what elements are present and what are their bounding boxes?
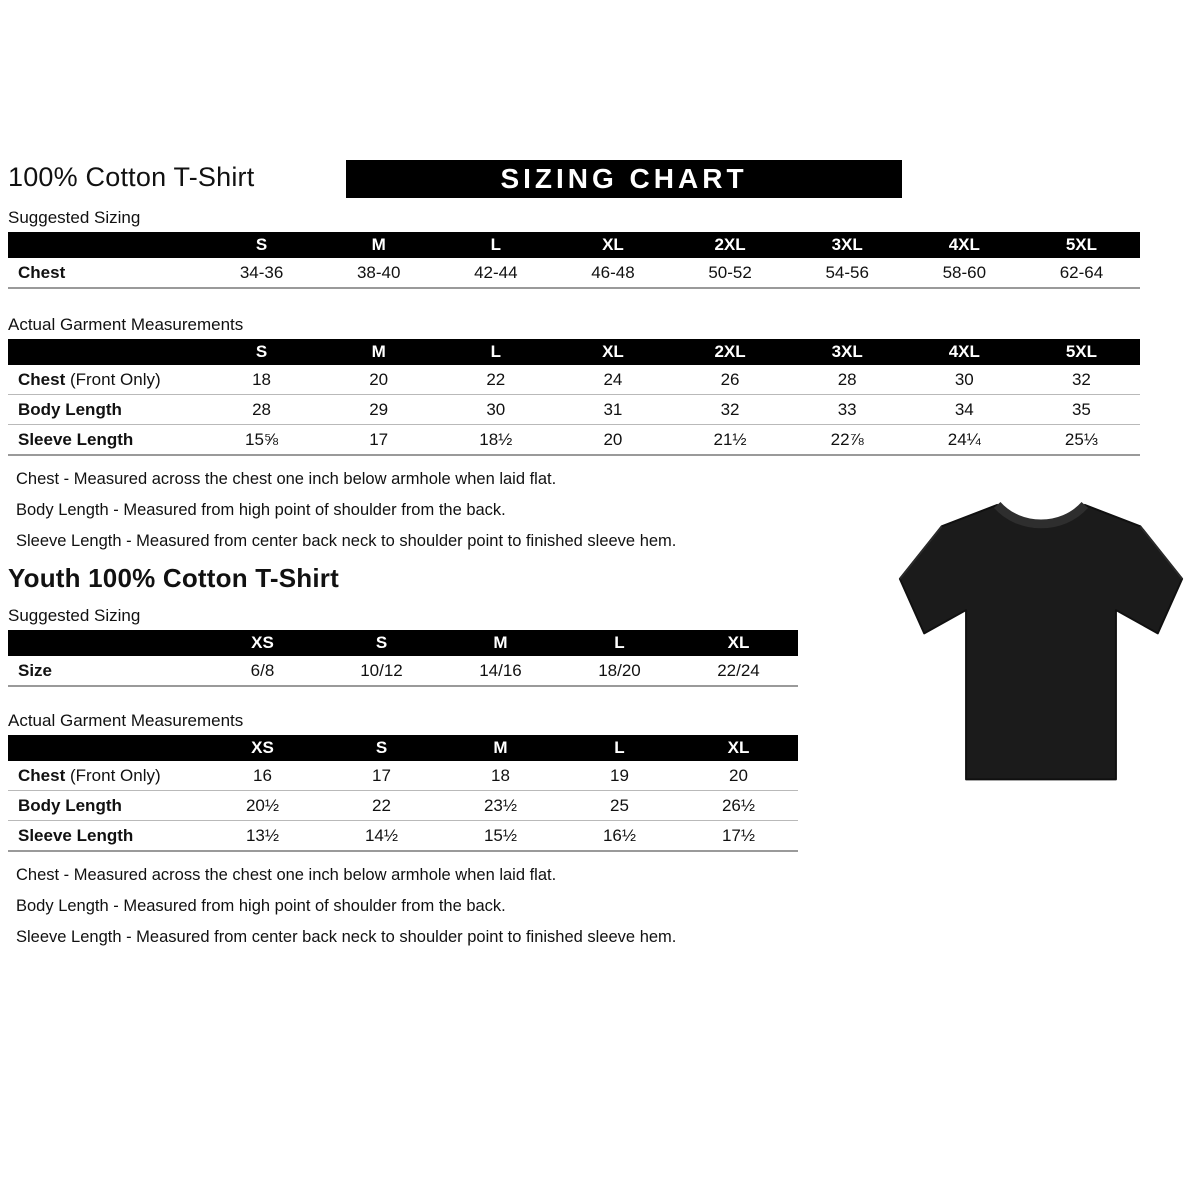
measurement-cell: 34 bbox=[954, 399, 974, 419]
measurement-cell: 16 bbox=[253, 765, 272, 785]
measurement-cell: 29 bbox=[369, 399, 389, 419]
size-column-header: M bbox=[371, 235, 386, 254]
measurement-cell: 28 bbox=[252, 399, 272, 419]
youth-section-title: Youth 100% Cotton T-Shirt bbox=[8, 563, 339, 593]
note-line: Sleeve Length - Measured from center back neck to shoulder point to finished sleeve hem. bbox=[16, 928, 677, 946]
table-header-row bbox=[8, 339, 1140, 365]
size-column-header: XS bbox=[251, 633, 274, 652]
measurement-cell: 22/24 bbox=[717, 660, 760, 680]
measurement-cell: 32 bbox=[720, 399, 740, 419]
size-column-header: M bbox=[493, 633, 508, 652]
table-header-row bbox=[8, 735, 798, 761]
measurement-cell: 16½ bbox=[602, 825, 637, 845]
size-column-header: 2XL bbox=[714, 235, 746, 254]
youth-actual-measurements-table bbox=[8, 735, 798, 852]
measurement-cell: 22 bbox=[486, 369, 506, 389]
measurement-cell: 15⅝ bbox=[245, 429, 279, 449]
note-line: Body Length - Measured from high point of shoulder from the back. bbox=[16, 501, 506, 519]
measurement-cell: 22 bbox=[372, 795, 391, 815]
actual-measurements-label-adult: Actual Garment Measurements bbox=[8, 315, 244, 334]
measurement-cell: 20 bbox=[369, 369, 389, 389]
table-header-row bbox=[8, 232, 1140, 258]
measurement-cell: 25 bbox=[610, 795, 629, 815]
measurement-cell: 30 bbox=[954, 369, 974, 389]
size-column-header: S bbox=[255, 235, 268, 254]
measurement-cell: 10/12 bbox=[360, 660, 403, 680]
size-column-header: 4XL bbox=[948, 235, 980, 254]
table-row bbox=[8, 395, 1140, 425]
page-header bbox=[8, 160, 1192, 198]
row-label: Sleeve Length bbox=[18, 825, 134, 845]
measurement-cell: 30 bbox=[486, 399, 506, 419]
size-column-header: L bbox=[490, 235, 501, 254]
measurement-cell: 18½ bbox=[479, 429, 513, 449]
row-label: Chest (Front Only) bbox=[18, 765, 161, 785]
measurement-cell: 20 bbox=[603, 429, 623, 449]
size-column-header: L bbox=[614, 738, 625, 757]
measurement-cell: 18 bbox=[252, 369, 272, 389]
suggested-sizing-label-adult: Suggested Sizing bbox=[8, 208, 141, 227]
size-column-header: XL bbox=[727, 738, 750, 757]
note-line: Chest - Measured across the chest one inch below armhole when laid flat. bbox=[16, 866, 557, 884]
note-line: Sleeve Length - Measured from center back neck to shoulder point to finished sleeve hem. bbox=[16, 532, 677, 550]
note-line: Chest - Measured across the chest one inch below armhole when laid flat. bbox=[16, 470, 557, 488]
actual-measurements-label-youth: Actual Garment Measurements bbox=[8, 711, 244, 730]
size-column-header: XL bbox=[727, 633, 750, 652]
measurement-cell: 34-36 bbox=[239, 262, 284, 282]
measurement-cell: 62-64 bbox=[1059, 262, 1104, 282]
size-column-header: S bbox=[255, 342, 268, 361]
adult-suggested-sizing-table bbox=[8, 232, 1140, 289]
table-header-row bbox=[8, 630, 798, 656]
youth-measurement-notes bbox=[8, 866, 1192, 947]
size-column-header: 5XL bbox=[1065, 342, 1098, 361]
table-row bbox=[8, 821, 798, 852]
row-label: Size bbox=[18, 660, 53, 680]
measurement-cell: 15½ bbox=[483, 825, 518, 845]
measurement-cell: 31 bbox=[603, 399, 623, 419]
size-column-header: XS bbox=[251, 738, 274, 757]
size-column-header: 4XL bbox=[948, 342, 980, 361]
size-column-header: XL bbox=[602, 235, 624, 254]
table-row bbox=[8, 761, 798, 791]
measurement-cell: 33 bbox=[837, 399, 857, 419]
size-column-header: S bbox=[375, 633, 388, 652]
measurement-cell: 54-56 bbox=[825, 262, 869, 282]
size-column-header: 3XL bbox=[831, 235, 863, 254]
size-column-header: 5XL bbox=[1065, 235, 1098, 254]
adult-section-title: 100% Cotton T-Shirt bbox=[8, 162, 255, 192]
measurement-cell: 24¼ bbox=[947, 429, 981, 449]
measurement-cell: 13½ bbox=[245, 825, 280, 845]
measurement-cell: 18/20 bbox=[598, 660, 641, 680]
measurement-cell: 46-48 bbox=[591, 262, 635, 282]
row-label: Body Length bbox=[18, 399, 122, 419]
size-column-header: S bbox=[375, 738, 388, 757]
size-column-header: 2XL bbox=[714, 342, 746, 361]
table-row bbox=[8, 656, 798, 687]
table-row bbox=[8, 258, 1140, 289]
sizing-chart-banner: SIZING CHART bbox=[346, 160, 902, 198]
measurement-cell: 28 bbox=[837, 369, 857, 389]
measurement-cell: 17½ bbox=[721, 825, 756, 845]
row-label: Sleeve Length bbox=[18, 429, 134, 449]
measurement-cell: 20½ bbox=[245, 795, 280, 815]
measurement-cell: 14½ bbox=[364, 825, 399, 845]
row-label: Chest (Front Only) bbox=[18, 369, 161, 389]
size-column-header: L bbox=[614, 633, 625, 652]
measurement-cell: 58-60 bbox=[942, 262, 987, 282]
youth-suggested-sizing-table bbox=[8, 630, 798, 687]
measurement-cell: 17 bbox=[369, 429, 389, 449]
measurement-cell: 42-44 bbox=[474, 262, 518, 282]
measurement-cell: 6/8 bbox=[250, 660, 275, 680]
measurement-cell: 32 bbox=[1071, 369, 1091, 389]
table-row bbox=[8, 791, 798, 821]
measurement-cell: 20 bbox=[729, 765, 748, 785]
size-column-header: M bbox=[493, 738, 508, 757]
measurement-cell: 35 bbox=[1071, 399, 1091, 419]
note-line: Body Length - Measured from high point of shoulder from the back. bbox=[16, 897, 506, 915]
row-label: Body Length bbox=[18, 795, 122, 815]
tshirt-product-image bbox=[895, 478, 1187, 818]
measurement-cell: 17 bbox=[372, 765, 391, 785]
size-column-header: L bbox=[490, 342, 501, 361]
measurement-cell: 26 bbox=[720, 369, 740, 389]
measurement-cell: 24 bbox=[603, 369, 623, 389]
measurement-cell: 18 bbox=[491, 765, 510, 785]
measurement-cell: 26½ bbox=[721, 795, 756, 815]
table-row bbox=[8, 425, 1140, 456]
row-label: Chest bbox=[18, 262, 66, 282]
size-column-header: XL bbox=[602, 342, 624, 361]
adult-actual-measurements-table bbox=[8, 339, 1140, 456]
size-column-header: M bbox=[371, 342, 386, 361]
size-column-header: 3XL bbox=[831, 342, 863, 361]
measurement-cell: 21½ bbox=[713, 429, 747, 449]
measurement-cell: 50-52 bbox=[708, 262, 752, 282]
measurement-cell: 38-40 bbox=[356, 262, 401, 282]
suggested-sizing-label-youth: Suggested Sizing bbox=[8, 606, 141, 625]
tshirt-icon bbox=[895, 478, 1187, 818]
table-row bbox=[8, 365, 1140, 395]
measurement-cell: 23½ bbox=[483, 795, 518, 815]
measurement-cell: 14/16 bbox=[479, 660, 522, 680]
measurement-cell: 25⅓ bbox=[1064, 429, 1098, 449]
measurement-cell: 22⅞ bbox=[830, 429, 864, 449]
measurement-cell: 19 bbox=[610, 765, 629, 785]
